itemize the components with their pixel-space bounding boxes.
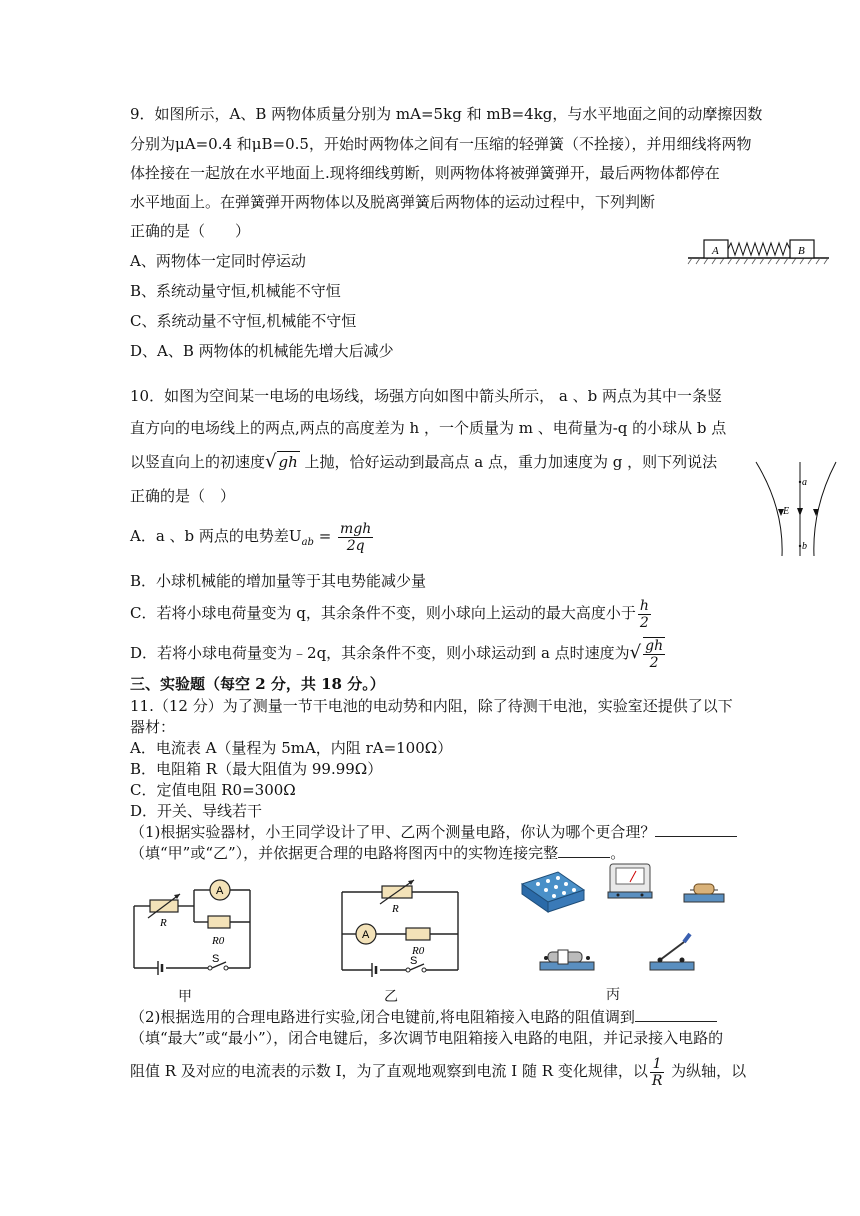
q11-part1-line1: （1)根据实验器材，小王同学设计了甲、乙两个测量电路，你认为哪个更合理？ xyxy=(130,822,737,842)
q10-line4: 正确的是（ ） xyxy=(130,487,236,505)
sqrt-fraction-gh-2: $\frac{gh}{2}$ xyxy=(645,638,664,671)
battery-holder-icon xyxy=(540,950,594,970)
q11-item-a: A．电流表 A（量程为 5mA，内阻 rA=100Ω） xyxy=(130,739,453,757)
q11-part2-line1: （2)根据选用的合理电路进行实验,闭合电键前,将电阻箱接入电路的阻值调到 xyxy=(130,1007,717,1027)
block-b-label: B xyxy=(798,245,805,257)
q11-line1: 11.（12 分）为了测量一节干电池的电动势和内阻，除了待测干电池，实验室还提供了以下 xyxy=(130,697,733,715)
q10-option-d: D．若将小球电荷量变为﹣2q，其余条件不变，则小球运动到 a 点时速度为√ $\frac{gh}{2}$ xyxy=(130,638,664,671)
q10-line2: 直方向的电场线上的两点,两点的高度差为 h ，一个质量为 m 、电荷量为-q 的小球从 b 点 xyxy=(130,419,727,437)
knife-switch-icon xyxy=(650,934,694,970)
circuit-jia-figure xyxy=(128,868,258,976)
resistance-box-icon xyxy=(522,872,584,912)
q11-item-b: B．电阻箱 R（最大阻值为 99.99Ω） xyxy=(130,760,383,778)
q10-option-a: A．a 、b 两点的电势差$U_{ab}$ = $\frac{\text{mgh}}{2q}$ xyxy=(130,520,372,554)
q11-part2-line2: （填“最大”或“最小”），闭合电键后，多次调节电阻箱接入电路的电阻，并记录接入电路的 xyxy=(130,1029,724,1047)
switch-label-yi: S xyxy=(410,955,418,967)
circuit-yi-figure xyxy=(336,878,466,978)
block-a-label: A xyxy=(712,245,719,257)
q9-line2: 分别为μA=0.4 和μB=0.5，开始时两物体之间有一压缩的轻弹簧（不拴接），并用细线将两物 xyxy=(130,135,752,153)
q11-item-d: D．开关、导线若干 xyxy=(130,802,263,820)
caption-jia: 甲 xyxy=(178,989,192,1005)
answer-blank-1[interactable] xyxy=(655,822,737,837)
q11-item-c: C．定值电阻 R0=300Ω xyxy=(130,781,296,799)
q11-line2: 器材： xyxy=(130,718,176,736)
resistor-box-label-yi: R xyxy=(392,903,399,915)
q9-line1: 9．如图所示，A、B 两物体质量分别为 mA=5kg 和 mB=4kg，与水平地面之间的动摩擦因数 xyxy=(130,105,763,123)
q11-part2-line3: 阻值 R 及对应的电流表的示数 I，为了直观地观察到电流 I 随 R 变化规律，以 $\frac{1}{R}$ 为纵轴，以 xyxy=(130,1055,747,1089)
ammeter-label: A xyxy=(216,885,224,897)
q9-line4: 水平地面上。在弹簧弹开两物体以及脱离弹簧后两物体的运动过程中，下列判断 xyxy=(130,193,656,211)
sqrt-gh: gh xyxy=(278,453,298,471)
q9-spring-figure xyxy=(686,232,831,268)
fraction-h-2: $\frac{h}{2}$ xyxy=(639,597,649,631)
fraction-1-over-r: $\frac{1}{R}$ xyxy=(651,1055,663,1089)
caption-yi: 乙 xyxy=(384,989,398,1005)
field-e-label: E xyxy=(783,506,790,517)
answer-blank-3[interactable] xyxy=(635,1007,717,1022)
q9-option-a: A、两物体一定同时停运动 xyxy=(130,252,306,270)
fixed-resistor-label-yi: R0 xyxy=(412,945,425,957)
q9-option-d: D、A、B 两物体的机械能先增大后减少 xyxy=(130,342,394,360)
q11-part1-line2: （填“甲”或“乙”），并依据更合理的电路将图丙中的实物连接完整 。 xyxy=(130,844,626,862)
ammeter-device-icon xyxy=(608,864,652,898)
q10-option-b: B．小球机械能的增加量等于其电势能减少量 xyxy=(130,572,427,590)
ammeter-label-yi: A xyxy=(362,929,370,941)
q10-line1: 10．如图为空间某一电场的电场线，场强方向如图中箭头所示， a 、b 两点为其中一条竖 xyxy=(130,387,722,405)
point-b-label: b xyxy=(802,541,807,552)
q9-line3: 体拴接在一起放在水平地面上.现将细线剪断，则两物体将被弹簧弹开，最后两物体都停在 xyxy=(130,164,720,182)
fraction-mgh-2q: $\frac{\text{mgh}}{2q}$ xyxy=(340,520,372,554)
q10-field-lines-figure xyxy=(752,458,842,558)
resistor-box-label: R xyxy=(160,917,167,929)
apparatus-bing-figure xyxy=(518,854,738,984)
section-title: 三、实验题（每空 2 分，共 18 分。） xyxy=(130,675,385,693)
fixed-resistor-label: R0 xyxy=(212,935,225,947)
point-a-label: a xyxy=(802,477,807,488)
q9-line5: 正确的是（ ） xyxy=(130,222,251,240)
caption-bing: 丙 xyxy=(606,987,620,1003)
q10-option-c: C．若将小球电荷量变为 q，其余条件不变，则小球向上运动的最大高度小于 $\frac{h}{2}$ xyxy=(130,597,649,631)
switch-label: S xyxy=(212,953,220,965)
q9-option-b: B、系统动量守恒,机械能不守恒 xyxy=(130,282,341,300)
q9-option-c: C、系统动量不守恒,机械能不守恒 xyxy=(130,312,357,330)
q10-line3: 以竖直向上的初速度√ gh 上抛，恰好运动到最高点 a 点，重力加速度为 g ，则下列说法 xyxy=(130,451,718,472)
fixed-resistor-device-icon xyxy=(684,884,724,902)
